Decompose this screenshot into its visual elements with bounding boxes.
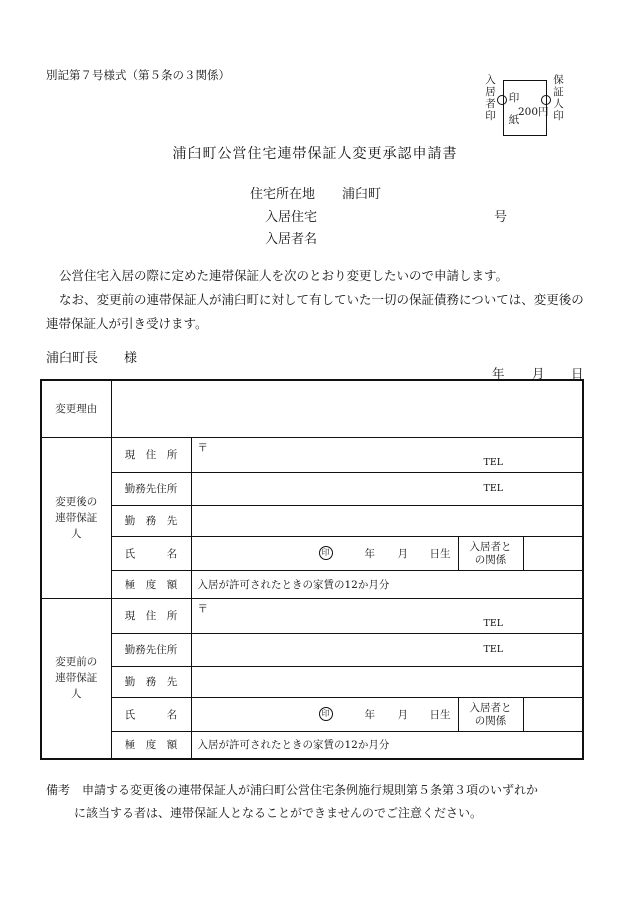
remarks-line-1: 備考 申請する変更後の連帯保証人が浦臼町公営住宅条例施行規則第５条第３項のいずれか: [46, 783, 539, 797]
after-work-tel: TEL: [483, 482, 504, 494]
before-relation-box: [458, 698, 524, 731]
before-address-row: [41, 598, 583, 633]
stamp-left-label: 入居者印: [485, 74, 496, 122]
after-address-row: [41, 437, 583, 472]
after-address-field[interactable]: [191, 437, 583, 472]
remarks-line-2: に該当する者は、連帯保証人となることができませんのでご注意ください。: [74, 806, 483, 820]
after-relation-box: [458, 537, 524, 570]
after-address-label: 現 住 所: [111, 437, 191, 472]
before-birth-month: 月: [397, 708, 408, 721]
before-work-address-field[interactable]: [191, 633, 583, 666]
date-day: 日: [571, 366, 584, 381]
before-address-tel: TEL: [483, 617, 504, 629]
before-limit-label: 極 度 額: [111, 731, 191, 759]
before-address-field[interactable]: [191, 598, 583, 633]
before-seal: 印: [319, 707, 333, 721]
before-birth-day: 日生: [429, 708, 451, 721]
after-work-address-field[interactable]: [191, 472, 583, 505]
stamp-box-label: 印紙: [508, 92, 520, 126]
before-postal-mark: 〒: [197, 602, 208, 615]
before-birth-year: 年: [364, 708, 375, 721]
after-guarantor-text: 変更後の連帯保証人: [55, 495, 98, 540]
reason-field[interactable]: [111, 380, 583, 437]
before-relation-label: 入居者との関係: [469, 701, 512, 727]
body-para1-text: 公営住宅入居の際に定めた連帯保証人を次のとおり変更したいので申請します。: [59, 268, 509, 283]
right-seal-circle: [541, 95, 551, 105]
page-title: 浦臼町公営住宅連帯保証人変更承認申請書: [172, 146, 458, 162]
after-workplace-row: [41, 505, 583, 536]
location-label: 住宅所在地: [250, 187, 316, 202]
revenue-stamp-box: [503, 80, 547, 136]
after-seal: 印: [319, 546, 333, 560]
before-guarantor-text: 変更前の連帯保証人: [55, 656, 98, 701]
after-address-tel: TEL: [483, 456, 504, 468]
stamp-amount: 200円: [518, 106, 549, 118]
before-limit-row: [41, 731, 583, 759]
tenant-name-label: 入居者名: [265, 232, 318, 247]
after-postal-mark: 〒: [197, 441, 208, 454]
after-limit-row: [41, 570, 583, 598]
before-limit-value: 入居が許可されたときの家賃の12か月分: [191, 731, 583, 759]
before-name-label: 氏 名: [111, 697, 191, 731]
before-workplace-field[interactable]: [191, 666, 583, 697]
before-workplace-row: [41, 666, 583, 697]
before-guarantor-label: [41, 598, 111, 759]
reason-label: 変更理由: [41, 380, 111, 437]
before-work-address-row: [41, 633, 583, 666]
before-work-address-label: 勤務先住所: [111, 633, 191, 666]
body-para2-text: なお、変更前の連帯保証人が浦臼町に対して有していた一切の保証債務については、変更後の連帯保証人が引き受けます。: [46, 292, 584, 331]
after-workplace-field[interactable]: [191, 505, 583, 536]
before-address-label: 現 住 所: [111, 598, 191, 633]
stamp-right-label: 保証人印: [553, 74, 564, 122]
after-relation-label: 入居者との関係: [469, 540, 512, 566]
before-name-cell: [191, 697, 583, 731]
before-name-row: [41, 697, 583, 731]
after-birth-day: 日生: [429, 547, 451, 560]
after-workplace-label: 勤 務 先: [111, 505, 191, 536]
after-limit-label: 極 度 額: [111, 570, 191, 598]
after-work-address-label: 勤務先住所: [111, 472, 191, 505]
after-name-cell: [191, 536, 583, 570]
guarantor-table: [40, 379, 584, 760]
after-birth-month: 月: [397, 547, 408, 560]
location-value: 浦臼町: [342, 187, 382, 202]
housing-suffix: 号: [494, 210, 508, 225]
after-guarantor-label: [41, 437, 111, 598]
body-paragraph-2: [46, 288, 592, 336]
form-number: 別記第７号様式（第５条の３関係）: [46, 68, 230, 82]
after-limit-value: 入居が許可されたときの家賃の12か月分: [191, 570, 583, 598]
before-workplace-label: 勤 務 先: [111, 666, 191, 697]
after-work-address-row: [41, 472, 583, 505]
addressee: 浦臼町長 様: [46, 351, 138, 366]
date-month: 月: [532, 366, 545, 381]
housing-label: 入居住宅: [265, 210, 318, 225]
reason-row: [41, 380, 583, 437]
date-year: 年: [492, 366, 505, 381]
after-name-label: 氏 名: [111, 536, 191, 570]
after-birth-year: 年: [364, 547, 375, 560]
before-work-tel: TEL: [483, 643, 504, 655]
body-paragraph-1: [46, 264, 592, 288]
after-name-row: [41, 536, 583, 570]
